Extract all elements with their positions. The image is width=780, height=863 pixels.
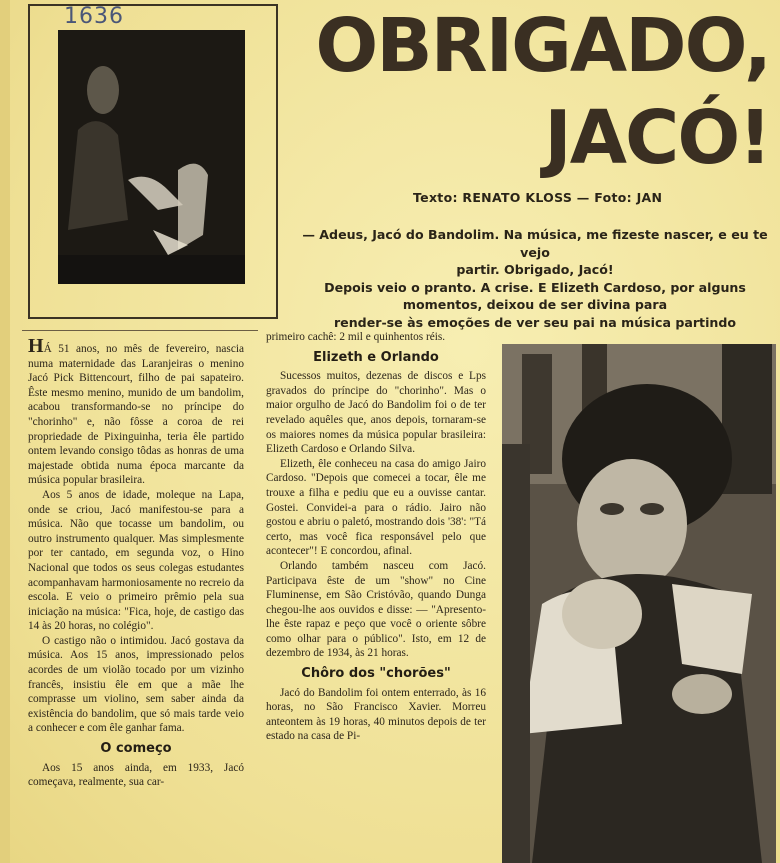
- paragraph: Orlando também nasceu com Jacó. Participava êste de um "show" no Cine Fluminense, em São Cristóvão, quando Dunga chegou-lhe aos ouvidos e disse: — "Apresento-lhe êste rapaz e peço que você o oriente sôbre como olhar para o público". Isto, em 12 de dezembro de 1934, às 21 horas.: [266, 559, 486, 660]
- article-column-2: [266, 330, 486, 744]
- paragraph: Aos 5 anos de idade, moleque na Lapa, onde se criou, Jacó manifestou-se para a música. Não que tocasse um bandolim, ou outro instrumento qualquer. Mas simplesmente por ter cantado, em segunda voz, o Hino Nacional que todos os seus colegas estudantes acompanhavam harmoniosamente no recreio da escola. E veio o primeiro prêmio pela sua iniciação na música: "Fica, hoje, de castigo das 14 às 20 horas, no colégio".: [28, 488, 244, 633]
- headline: [300, 0, 770, 184]
- paragraph: O castigo não o intimidou. Jacó gostava da música. Aos 15 anos, impressionado pelos acordes de um violão tocado por um vizinho francês, insistiu êle em que a mãe lhe comprasse um violino, sem saber ainda da existência do bandolim, que só mais tarde veio a conhecer e com êle ganhar fama.: [28, 634, 244, 735]
- headline-line-1: OBRIGADO,: [315, 3, 770, 89]
- subheading: Elizeth e Orlando: [313, 349, 439, 365]
- divider: [22, 330, 258, 331]
- byline-credit: Texto: RENATO KLOSS — Foto: JAN: [413, 190, 663, 205]
- elizeth-cardoso-photo: [502, 344, 776, 863]
- drop-cap: H: [28, 335, 44, 357]
- paragraph: Aos 15 anos ainda, em 1933, Jacó começava, realmente, sua car-: [28, 761, 244, 789]
- article-column-1: [28, 335, 244, 790]
- headline-line-2: JACÓ!: [544, 95, 770, 181]
- jaco-portrait-photo: [58, 30, 245, 284]
- lede-line: render-se às emoções de ver seu pai na música partindo: [333, 314, 737, 330]
- subheading: O começo: [100, 741, 172, 757]
- lede-line: partir. Obrigado, Jacó!: [456, 262, 614, 277]
- lede-paragraph: [300, 226, 770, 331]
- paragraph: Á 51 anos, no mês de fevereiro, nascia numa maternidade das Laranjeiras o menino Jacó Pick Bittencourt, filho de pai sapateiro. Êste mesmo menino, munido de um bandolim, acabou transformando-se no príncipe do "chorinho" e, não fôsse a coroa de rei propriedade de Pixinguinha, teria êle partido ontem levando consigo tôdas as honras de uma majestade obtida numa época marcante da música popular brasileira.: [28, 343, 244, 487]
- subheading: Chôro dos "chorões": [301, 666, 451, 682]
- handwritten-number: 1636: [64, 4, 124, 29]
- paragraph: Jacó do Bandolim foi ontem enterrado, às 16 horas, no São Francisco Xavier. Morreu anteontem às 19 horas, 40 minutos depois de ter estado na casa de Pi-: [266, 686, 486, 743]
- page-edge: [0, 0, 10, 863]
- paragraph: primeiro cachê: 2 mil e quinhentos réis.: [266, 331, 446, 343]
- lede-line: Depois veio o pranto. A crise. E Elizeth Cardoso, por alguns: [324, 279, 746, 295]
- paragraph: Elizeth, êle conheceu na casa do amigo Jairo Cardoso. "Depois que comecei a tocar, êle me trouxe a filha e pediu que eu a ouvisse cantar. Gostei. Convidei-a para o rádio. Jairo não gostou e abriu o paletó, mostrando dois '38': "Tá certo, mas você fica responsável pelo que acontecer"! E concordou, afinal.: [266, 457, 486, 558]
- lede-line: — Adeus, Jacó do Bandolim. Na música, me fizeste nascer, e eu te vejo: [302, 227, 768, 260]
- lede-line: momentos, deixou de ser divina para: [402, 297, 668, 312]
- paragraph: Sucessos muitos, dezenas de discos e Lps gravados do príncipe do "chorinho". Mas o maior orgulho de Jacó do Bandolim foi o de ter revelado aquêles que, anos depois, tornaram-se os maiores nomes da música popular brasileira: Elizeth Cardoso e Orlando Silva.: [266, 370, 486, 456]
